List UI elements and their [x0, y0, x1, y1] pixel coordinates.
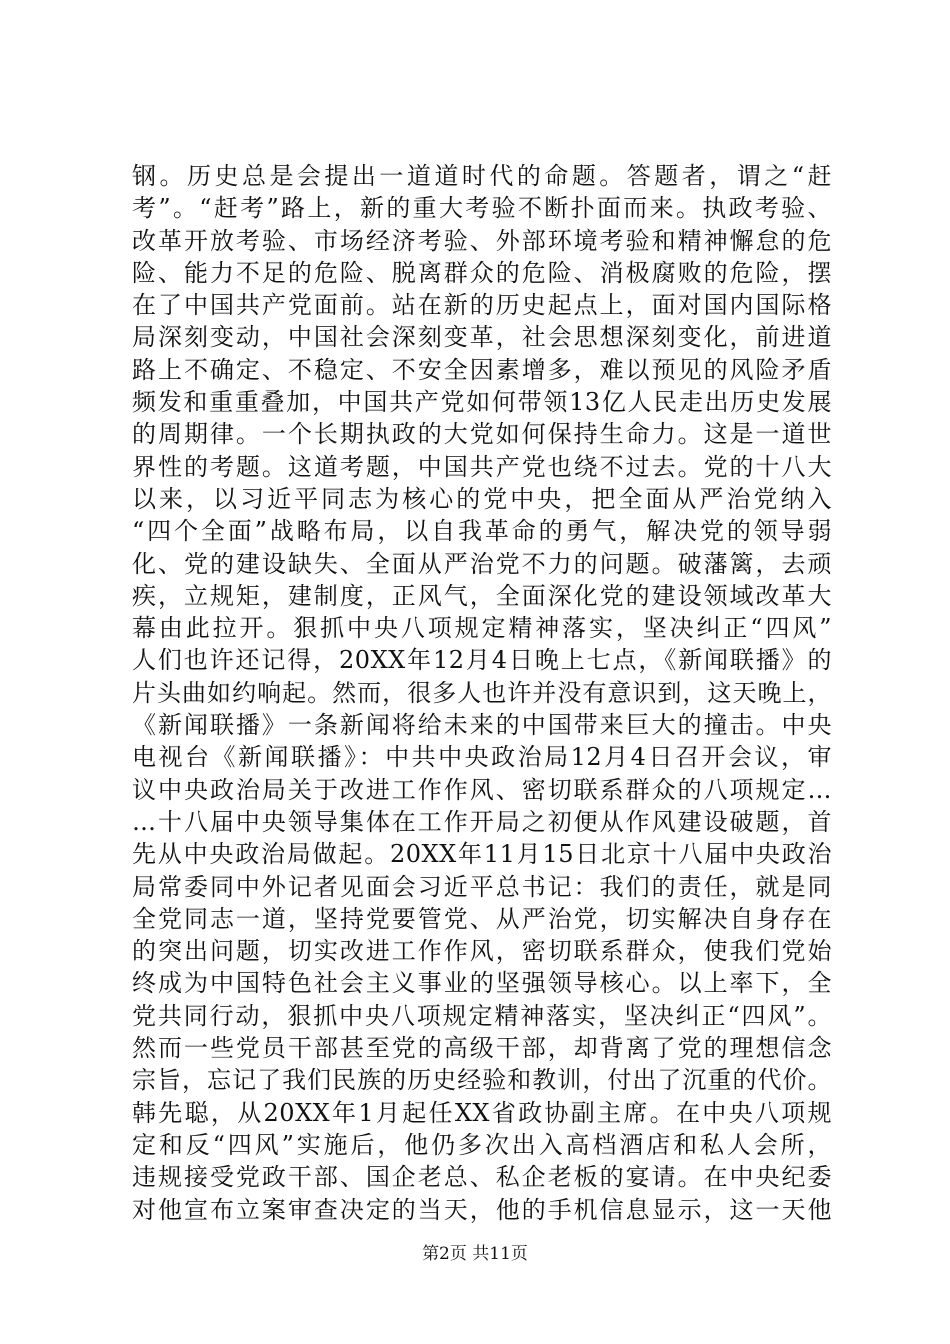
text-line: 化、党的建设缺失、全面从严治党不力的问题。破藩篱，去顽 — [132, 549, 832, 578]
text-line: 党共同行动，狠抓中央八项规定精神落实，坚决纠正“四风”。 — [132, 1001, 832, 1030]
page-footer: 第2页 共11页 — [422, 1244, 528, 1264]
text-line: …十八届中央领导集体在工作开局之初便从作风建设破题，首 — [132, 807, 832, 836]
text-line: 片头曲如约响起。然而，很多人也许并没有意识到，这天晚上， — [132, 678, 832, 707]
text-line: 幕由此拉开。狠抓中央八项规定精神落实，坚决纠正“四风” — [132, 614, 832, 643]
text-line: 钢。历史总是会提出一道道时代的命题。答题者，谓之“赶 — [132, 162, 832, 190]
text-line: 疾，立规矩，建制度，正风气，全面深化党的建设领域改革大 — [132, 581, 832, 610]
text-line: 议中央政治局关于改进工作作风、密切联系群众的八项规定… — [132, 775, 832, 804]
text-line: 路上不确定、不稳定、不安全因素增多，难以预见的风险矛盾 — [132, 355, 832, 384]
text-line: 局常委同中外记者见面会习近平总书记：我们的责任，就是同 — [132, 872, 832, 901]
text-line: 在了中国共产党面前。站在新的历史起点上，面对国内国际格 — [132, 291, 832, 320]
text-line: 的周期律。一个长期执政的大党如何保持生命力。这是一道世 — [132, 420, 832, 449]
text-line: 先从中央政治局做起。20XX年11月15日北京十八届中央政治 — [132, 840, 832, 869]
text-line: 电视台《新闻联播》：中共中央政治局12月4日召开会议，审 — [132, 743, 832, 772]
text-line: 考”。“赶考”路上，新的重大考验不断扑面而来。执政考验、 — [132, 194, 832, 223]
text-line: 宗旨，忘记了我们民族的历史经验和教训，付出了沉重的代价。 — [132, 1066, 832, 1095]
text-line: 以来，以习近平同志为核心的党中央，把全面从严治党纳入 — [132, 484, 832, 513]
text-line: 韩先聪，从20XX年1月起任XX省政协副主席。在中央八项规 — [132, 1098, 832, 1127]
text-line: 对他宣布立案审查决定的当天，他的手机信息显示，这一天他 — [132, 1195, 832, 1224]
text-line: 《新闻联播》一条新闻将给未来的中国带来巨大的撞击。中央 — [132, 711, 832, 740]
text-line: 局深刻变动，中国社会深刻变革，社会思想深刻变化，前进道 — [132, 323, 832, 352]
text-line: 改革开放考验、市场经济考验、外部环境考验和精神懈怠的危 — [132, 226, 832, 255]
text-line: “四个全面”战略布局，以自我革命的勇气，解决党的领导弱 — [132, 517, 832, 546]
text-line: 定和反“四风”实施后，他仍多次出入高档酒店和私人会所， — [132, 1130, 832, 1159]
text-line: 人们也许还记得，20XX年12月4日晚上七点，《新闻联播》的 — [132, 646, 832, 675]
text-line: 违规接受党政干部、国企老总、私企老板的宴请。在中央纪委 — [132, 1163, 832, 1192]
text-line: 界性的考题。这道考题，中国共产党也绕不过去。党的十八大 — [132, 452, 832, 481]
text-line: 险、能力不足的危险、脱离群众的危险、消极腐败的危险，摆 — [132, 258, 832, 287]
text-line: 频发和重重叠加，中国共产党如何带领13亿人民走出历史发展 — [132, 388, 832, 417]
body-text — [132, 160, 832, 1226]
text-line: 的突出问题，切实改进工作作风，密切联系群众，使我们党始 — [132, 937, 832, 966]
text-line: 终成为中国特色社会主义事业的坚强领导核心。以上率下，全 — [132, 969, 832, 998]
text-line: 然而一些党员干部甚至党的高级干部，却背离了党的理想信念 — [132, 1034, 832, 1063]
text-line: 全党同志一道，坚持党要管党、从严治党，切实解决自身存在 — [132, 904, 832, 933]
